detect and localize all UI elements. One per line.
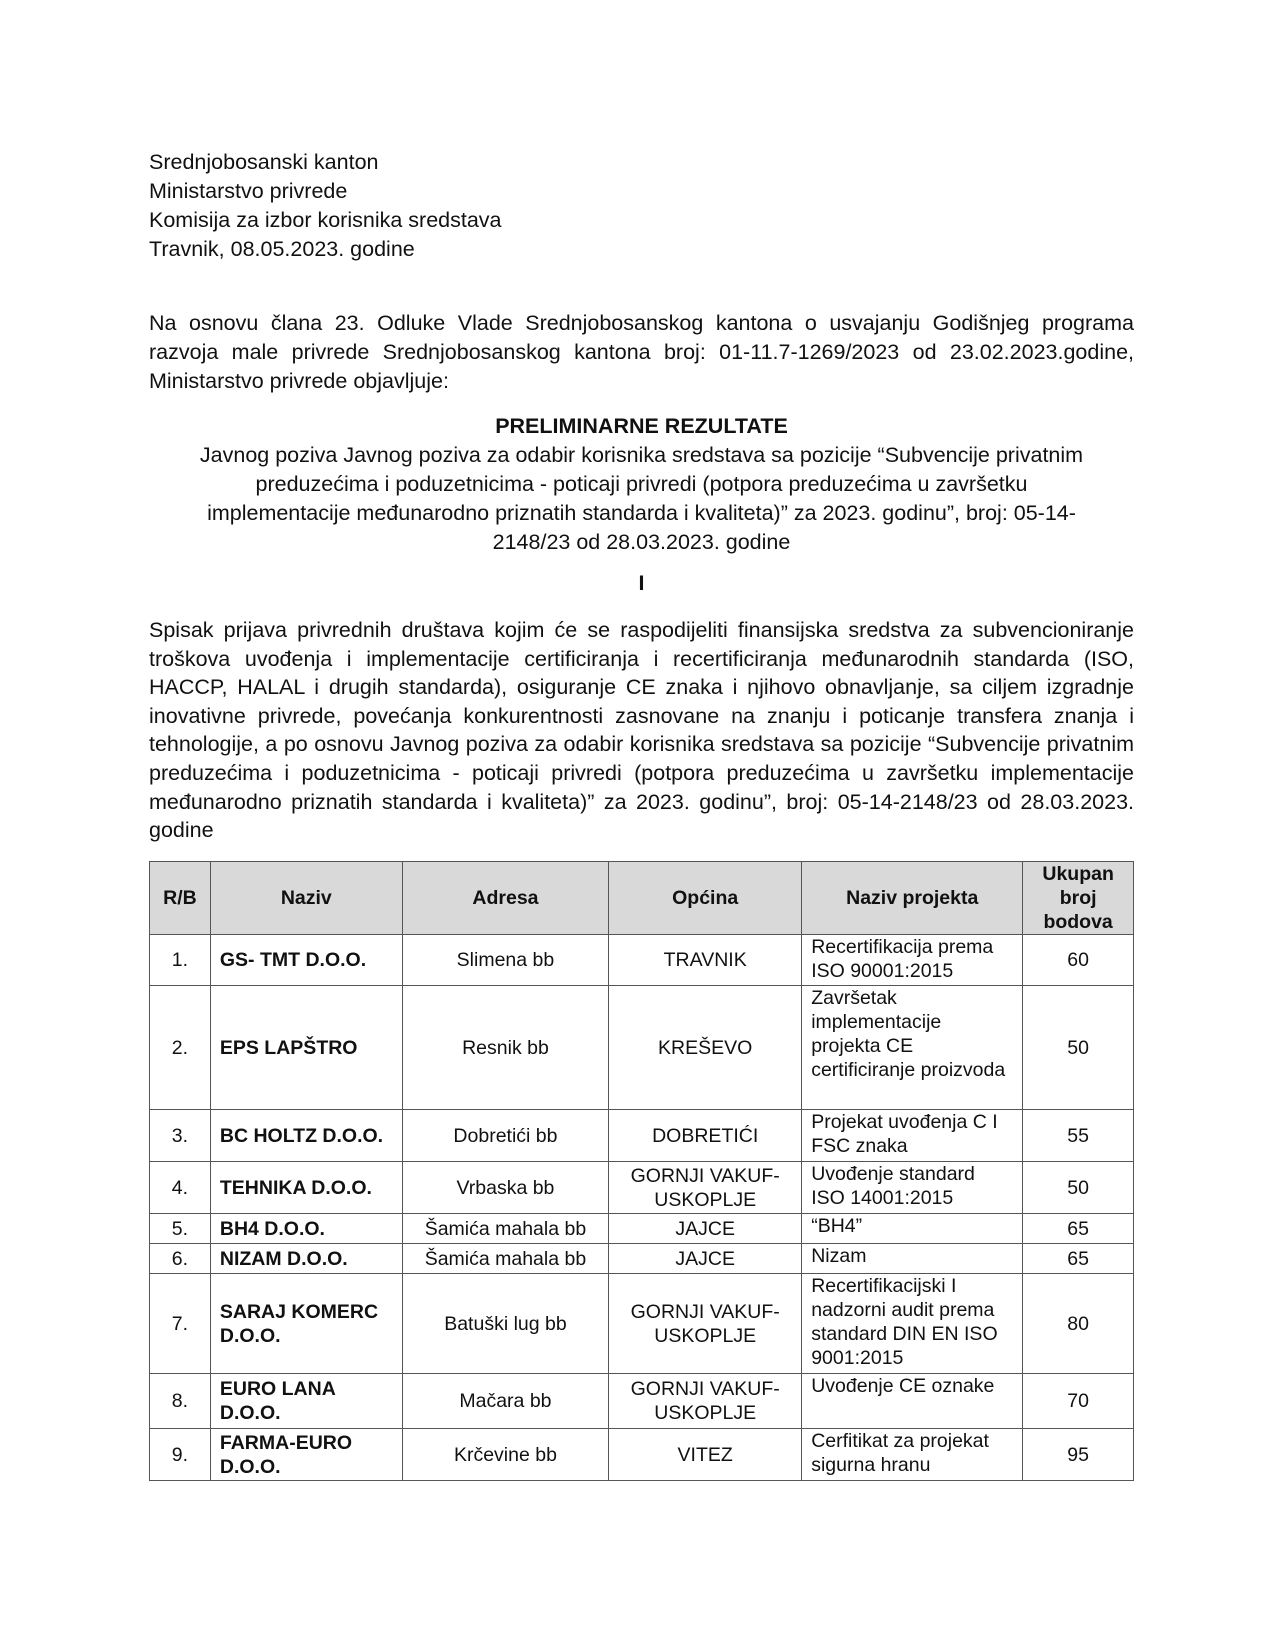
cell-projekt: Cerfitikat za projekat sigurna hranu [802,1429,1023,1481]
cell-rb: 3. [150,1110,211,1162]
header-adresa: Adresa [402,862,608,935]
cell-adresa: Resnik bb [402,986,608,1110]
table-row [150,1244,1134,1274]
cell-naziv: NIZAM D.O.O. [210,1244,402,1274]
table-row [150,1274,1134,1374]
commission-name: Komisija za izbor korisnika sredstava [149,208,502,232]
ministry-name: Ministarstvo privrede [149,179,348,203]
document-page [149,148,1134,845]
cell-rb: 6. [150,1244,211,1274]
header-rb: R/B [150,862,211,935]
cell-adresa: Dobretići bb [402,1110,608,1162]
cell-projekt: Projekat uvođenja C I FSC znaka [802,1110,1023,1162]
cell-rb: 4. [150,1162,211,1214]
table-row [150,1374,1134,1429]
header-naziv-projekta: Naziv projekta [802,862,1023,935]
cell-bodovi: 80 [1023,1274,1134,1374]
table-row [150,1214,1134,1244]
subtitle-line: 2148/23 od 28.03.2023. godine [492,530,791,554]
cell-projekt: Nizam [802,1244,1023,1274]
cell-rb: 5. [150,1214,211,1244]
cell-naziv: EURO LANA D.O.O. [210,1374,402,1429]
table-header-row [150,862,1134,935]
cell-naziv: BC HOLTZ D.O.O. [210,1110,402,1162]
cell-adresa: Mačara bb [402,1374,608,1429]
table-row [150,1162,1134,1214]
subtitle-line: implementacije međunarodno priznatih standarda i kvaliteta)” za 2023. godinu”, broj: 05-14- [207,501,1076,525]
table-row [150,1429,1134,1481]
cell-projekt: Uvođenje CE oznake [802,1374,1023,1429]
place-date: Travnik, 08.05.2023. godine [149,237,415,261]
cell-projekt: Završetak implementacije projekta CE certificiranje proizvoda [802,986,1023,1110]
cell-rb: 7. [150,1274,211,1374]
cell-adresa: Šamića mahala bb [402,1214,608,1244]
cell-bodovi: 70 [1023,1374,1134,1429]
canton-name: Srednjobosanski kanton [149,150,379,174]
section-number: I [638,571,645,595]
cell-rb: 9. [150,1429,211,1481]
cell-bodovi: 55 [1023,1110,1134,1162]
cell-naziv: FARMA-EURO D.O.O. [210,1429,402,1481]
cell-opcina: VITEZ [609,1429,802,1481]
header-opcina: Općina [609,862,802,935]
table-row [150,986,1134,1110]
cell-opcina: TRAVNIK [609,935,802,986]
letterhead [149,148,1134,264]
cell-projekt: Recertifikacija prema ISO 90001:2015 [802,935,1023,986]
cell-bodovi: 60 [1023,935,1134,986]
cell-adresa: Slimena bb [402,935,608,986]
cell-adresa: Batuški lug bb [402,1274,608,1374]
cell-opcina: GORNJI VAKUF-USKOPLJE [609,1374,802,1429]
cell-bodovi: 50 [1023,986,1134,1110]
cell-bodovi: 65 [1023,1214,1134,1244]
cell-opcina: JAJCE [609,1244,802,1274]
cell-opcina: GORNJI VAKUF-USKOPLJE [609,1162,802,1214]
cell-projekt: Recertifikacijski I nadzorni audit prema standard DIN EN ISO 9001:2015 [802,1274,1023,1374]
cell-opcina: DOBRETIĆI [609,1110,802,1162]
cell-opcina: KREŠEVO [609,986,802,1110]
cell-adresa: Krčevine bb [402,1429,608,1481]
subtitle-line: Javnog poziva Javnog poziva za odabir korisnika sredstava sa pozicije “Subvencije privatnim [199,443,1084,467]
cell-projekt: Uvođenje standard ISO 14001:2015 [802,1162,1023,1214]
cell-rb: 1. [150,935,211,986]
cell-bodovi: 65 [1023,1244,1134,1274]
main-title: PRELIMINARNE REZULTATE [495,414,788,438]
cell-bodovi: 50 [1023,1162,1134,1214]
cell-naziv: TEHNIKA D.O.O. [210,1162,402,1214]
cell-rb: 8. [150,1374,211,1429]
results-table [149,861,1134,1481]
cell-rb: 2. [150,986,211,1110]
header-naziv: Naziv [210,862,402,935]
cell-naziv: GS- TMT D.O.O. [210,935,402,986]
cell-naziv: EPS LAPŠTRO [210,986,402,1110]
header-ukupan-broj-bodova: Ukupan broj bodova [1023,862,1134,935]
cell-projekt: “BH4” [802,1214,1023,1244]
table-row [150,935,1134,986]
cell-adresa: Šamića mahala bb [402,1244,608,1274]
table-row [150,1110,1134,1162]
cell-bodovi: 95 [1023,1429,1134,1481]
cell-naziv: BH4 D.O.O. [210,1214,402,1244]
subtitle-line: preduzećima i poduzetnicima - poticaji privredi (potpora preduzećima u završetku [255,472,1028,496]
cell-opcina: GORNJI VAKUF-USKOPLJE [609,1274,802,1374]
cell-opcina: JAJCE [609,1214,802,1244]
cell-naziv: SARAJ KOMERC D.O.O. [210,1274,402,1374]
cell-adresa: Vrbaska bb [402,1162,608,1214]
body-paragraph: Spisak prijava privrednih društava kojim će se raspodijeliti finansijska sredstva za subvencioniranje troškova uvođenja i implementacije certificiranja i recertificiranja međunarodnih standarda (ISO, HACCP, HALAL i drugih standarda), osiguranje CE znaka i njihovo obnavljanje, sa ciljem izgradnje inovativne privrede, povećanja konkurentnosti zasnovane na znanju i poticanje transfera znanja i tehnologije, a po osnovu Javnog poziva za odabir korisnika sredstava sa pozicije “Subvencije privatnim preduzećima i poduzetnicima - poticaji privredi (potpora preduzećima u završetku implementacije međunarodno priznatih standarda i kvaliteta)” za 2023. godinu”, broj: 05-14-2148/23 od 28.03.2023. godine [149,618,1134,843]
intro-paragraph: Na osnovu člana 23. Odluke Vlade Srednjobosanskog kantona o usvajanju Godišnjeg programa razvoja male privrede Srednjobosanskog kantona broj: 01-11.7-1269/2023 od 23.02.2023.godine, Ministarstvo privrede objavljuje: [149,311,1134,393]
document-title [149,412,1134,557]
